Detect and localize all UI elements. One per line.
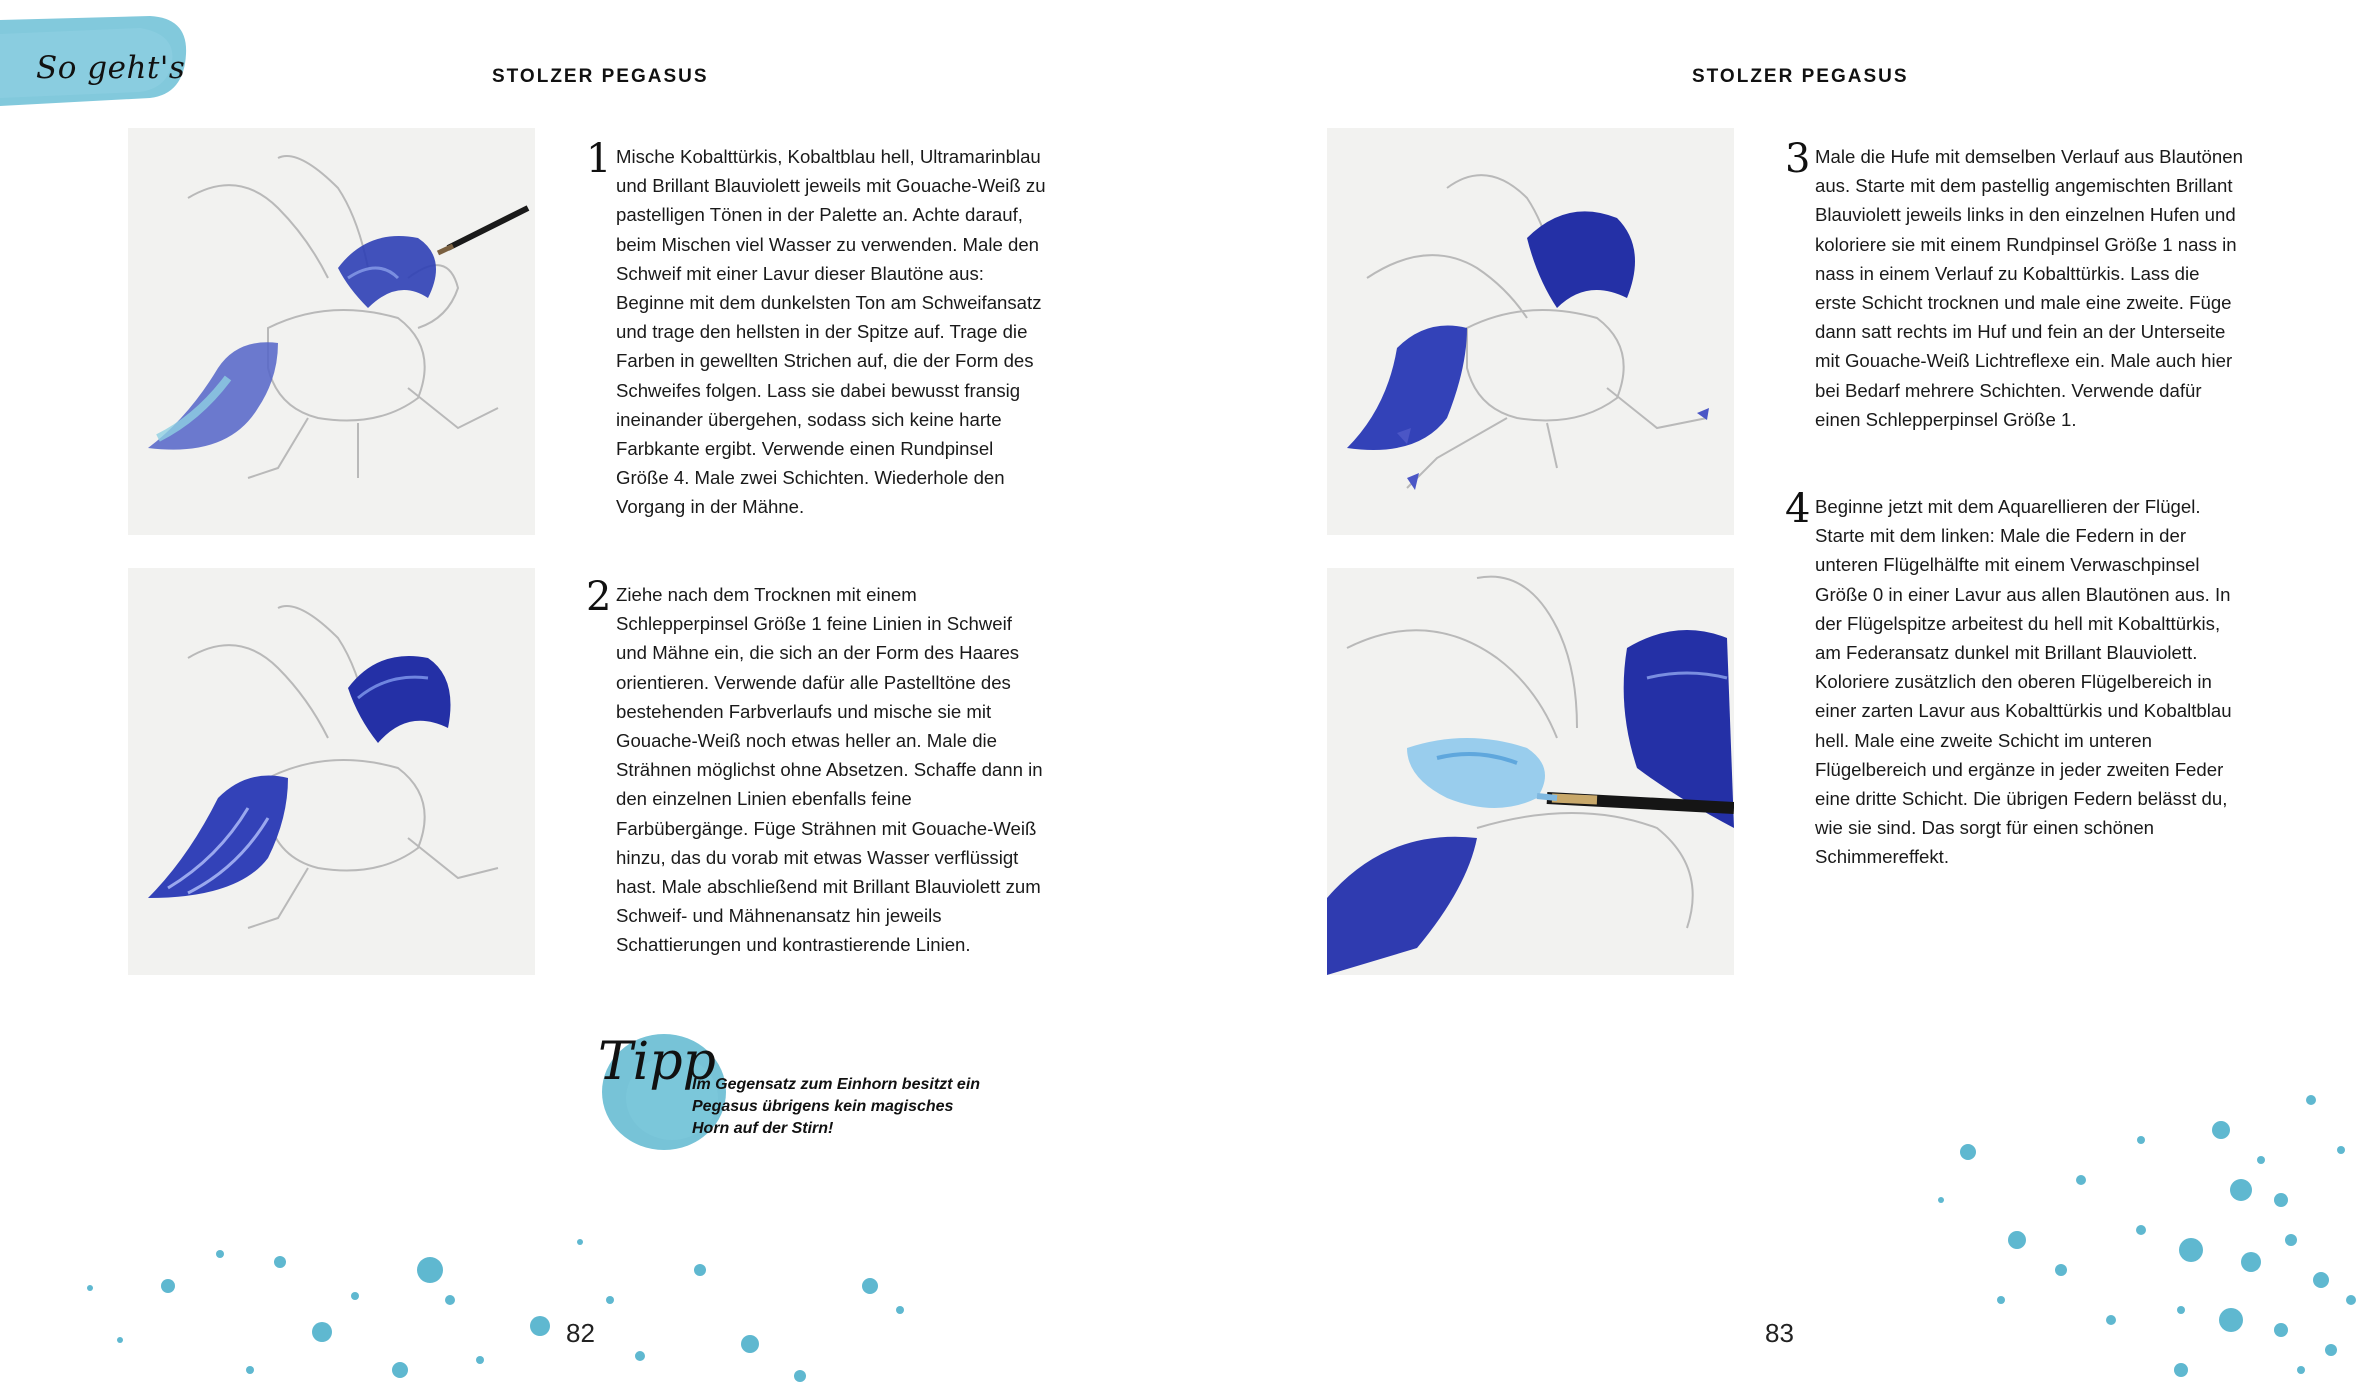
step-number: 4 [1785,486,1811,532]
step4-photo [1327,568,1734,975]
step-2 [586,574,1046,960]
step-text: Ziehe nach dem Trocknen mit einem Schlepperpinsel Größe 1 feine Linien in Schweif und Mähne ein, die sich an der Form des Haares orientieren. Verwende dafür alle Pastelltöne des bestehenden Farbverlaufs und mische sie mit Gouache-Weiß noch etwas heller an. Male die Strähnen möglichst ohne Absetzen. Schaffe dann in den einzelnen Linien ebenfalls feine Farbübergänge. Füge Strähnen mit Gouache-Weiß hinzu, das du vorab mit etwas Wasser verflüssigt hast. Male abschließend mit Brillant Blauviolett zum Schweif- und Mähnenansatz hin jeweils Schattierungen und kontrastierende Linien. [616,584,1043,956]
right-page [1181,0,2362,1388]
step-1 [586,136,1046,522]
running-head-left: STOLZER PEGASUS [492,66,709,87]
step1-photo [128,128,535,535]
step-4 [1785,486,2245,872]
tipp-box [592,1028,1012,1168]
section-tab [0,14,190,108]
step-text: Mische Kobalttürkis, Kobaltblau hell, Ultramarinblau und Brillant Blauviolett jeweils mit Gouache-Weiß zu pastelligen Tönen in der Palette an. Achte darauf, beim Mischen viel Wasser zu verwenden. Male den Schweif mit einer Lavur dieser Blautöne aus: Beginne mit dem dunkelsten Ton am Schweifansatz und trage den hellsten in der Spitze auf. Trage die Farben in gewellten Strichen auf, die der Form des Schweifes folgen. Lass sie dabei bewusst fransig ineinander übergehen, sodass sich keine harte Farbkante ergibt. Verwende einen Rundpinsel Größe 4. Male zwei Schichten. Wiederhole den Vorgang in der Mähne. [616,146,1046,518]
pegasus-tail-mane-illustration [128,128,535,535]
tipp-text: Im Gegensatz zum Einhorn besitzt ein Pegasus übrigens kein magisches Horn auf der Stirn! [692,1076,981,1137]
step-number: 3 [1785,136,1811,182]
pegasus-strands-illustration [128,568,535,975]
tipp-title: Tipp [598,1032,716,1092]
pegasus-wing-illustration [1327,568,1734,975]
step3-photo [1327,128,1734,535]
step2-photo [128,568,535,975]
step-number: 1 [586,136,612,182]
step-text: Male die Hufe mit demselben Verlauf aus Blautönen aus. Starte mit dem pastellig angemischten Brillant Blauviolett jeweils links in den einzelnen Hufen und koloriere sie mit einem Rundpinsel Größe 1 nass in nass in einem Verlauf zu Kobalttürkis. Lass die erste Schicht trocknen und male eine zweite. Füge dann satt rechts im Huf und fein an der Unterseite mit Gouache-Weiß Lichtreflexe ein. Male auch hier bei Bedarf mehrere Schichten. Verwende dafür einen Schlepperpinsel Größe 1. [1815,146,2243,430]
section-tab-label: So geht's [36,50,186,86]
running-head-right: STOLZER PEGASUS [1692,66,1909,87]
step-3 [1785,136,2245,434]
step-text: Beginne jetzt mit dem Aquarellieren der Flügel. Starte mit dem linken: Male die Federn in der unteren Flügelhälfte mit einem Verwaschpinsel Größe 0 in einer Lavur aus allen Blautönen aus. In der Flügelspitze arbeitest du hell mit Kobalttürkis, am Federansatz dunkel mit Brillant Blauviolett. Koloriere zusätzlich den oberen Flügelbereich in einer zarten Lavur aus Kobalttürkis und Kobaltblau hell. Male eine zweite Schicht im unteren Flügelbereich und ergänze in jeder zweiten Feder eine dritte Schicht. Die übrigen Federn belässt du, wie sie sind. Das sorgt für einen schönen Schimmereffekt. [1815,496,2232,868]
page-number-right: 83 [1765,1318,1794,1348]
page-number-left: 82 [566,1318,595,1348]
step-number: 2 [586,574,612,620]
pegasus-hooves-illustration [1327,128,1734,535]
